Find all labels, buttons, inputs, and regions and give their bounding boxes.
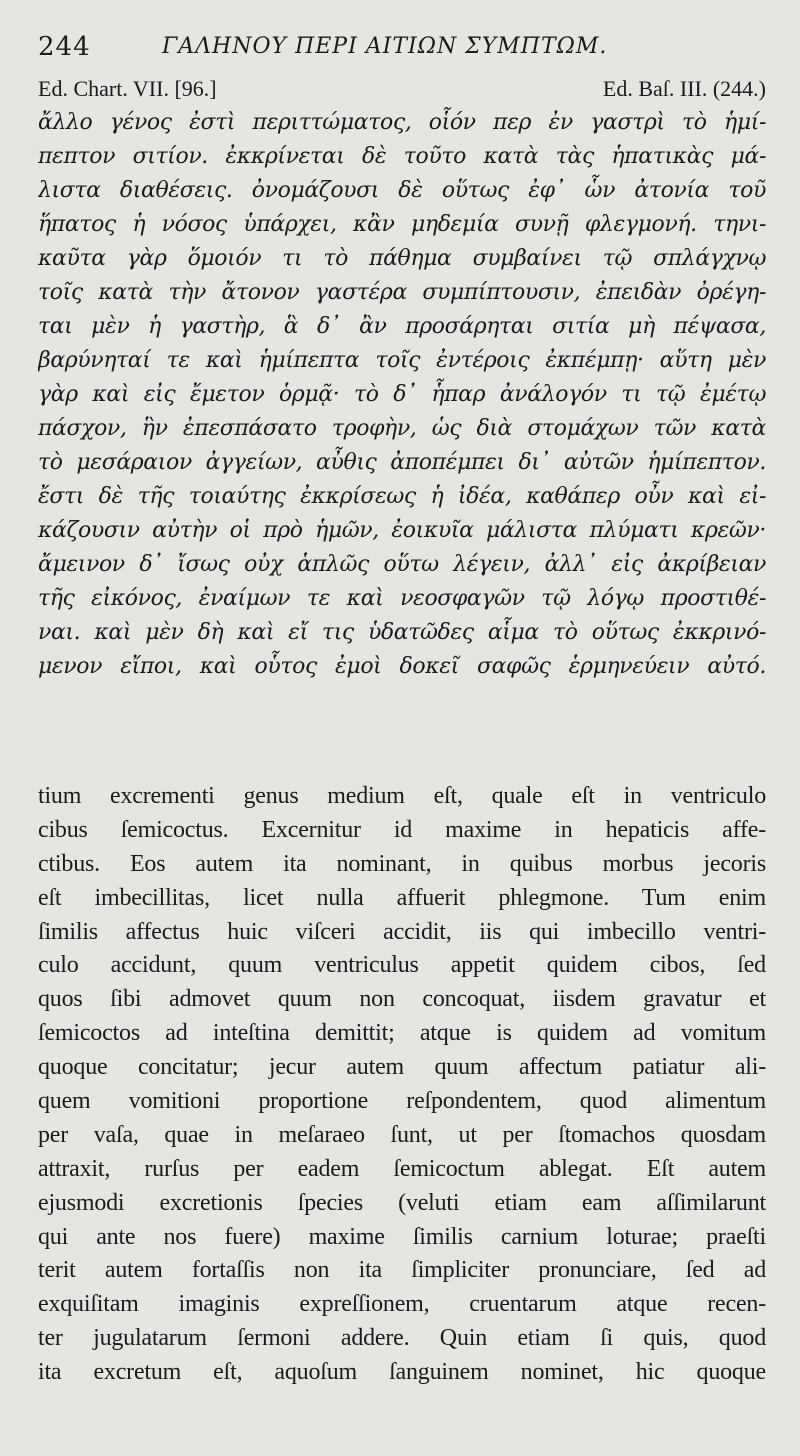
greek-line: τῆς εἰκόνος, ἐναίμων τε καὶ νεοσφαγῶν τῷ λόγῳ προστιθέ-	[38, 586, 766, 611]
greek-line: κάζουσιν αὐτὴν οἱ πρὸ ἡμῶν, ἐοικυῖα μάλιστα πλύματι κρεῶν·	[38, 518, 766, 543]
latin-line: ſemicoctos ad inteſtina demittit; atque is quidem ad vomitum	[38, 1020, 766, 1047]
latin-line: eſt imbecillitas, licet nulla affuerit phlegmone. Tum enim	[38, 884, 766, 911]
latin-line: ter jugulatarum ſermoni addere. Quin etiam ſi quis, quod	[38, 1325, 766, 1352]
greek-line: μενον εἴποι, καὶ οὗτος ἐμοὶ δοκεῖ σαφῶς ἑρμηνεύειν αὐτό.	[38, 654, 766, 679]
greek-line: γὰρ καὶ εἰς ἔμετον ὁρμᾷ· τὸ δ᾽ ἧπαρ ἀνάλογόν τι τῷ ἐμέτῳ	[38, 382, 766, 407]
greek-line: ἥπατος ἡ νόσος ὑπάρχει, κἂν μηδεμία συνῇ φλεγμονή. τηνι-	[38, 212, 766, 237]
latin-text-block	[38, 780, 766, 1390]
latin-line: terit autem fortaſſis non ita ſimpliciter pronunciare, ſed ad	[38, 1257, 766, 1284]
greek-line: πάσχον, ἣν ἐπεσπάσατο τροφὴν, ὡς διὰ στομάχων τῶν κατὰ	[38, 416, 766, 441]
page-number: 244	[38, 32, 91, 62]
greek-line: ναι. καὶ μὲν δὴ καὶ εἴ τις ὑδατῶδες αἷμα τὸ οὕτως ἐκκρινό-	[38, 620, 766, 645]
edition-chart-reference: Ed. Chart. VII. [96.]	[38, 76, 217, 101]
greek-line: ἄλλο γένος ἐστὶ περιττώματος, οἷόν περ ἐν γαστρὶ τὸ ἡμί-	[38, 110, 766, 135]
latin-line: culo accidunt, quum ventriculus appetit quidem cibos, ſed	[38, 952, 766, 979]
latin-line: exquiſitam imaginis expreſſionem, cruentarum atque recen-	[38, 1291, 766, 1318]
greek-line: ται μὲν ἡ γαστὴρ, ἃ δ᾽ ἂν προσάρηται σιτία μὴ πέψασα,	[38, 314, 766, 339]
greek-line: ἄμεινον δ᾽ ἴσως οὐχ ἁπλῶς οὕτω λέγειν, ἀλλ᾽ εἰς ἀκρίβειαν	[38, 552, 766, 577]
running-title: ΓΑΛΗΝΟΥ ΠΕΡΙ ΑΙΤΙΩΝ ΣΥΜΠΤΩΜ.	[162, 34, 608, 59]
edition-references	[38, 76, 766, 106]
greek-text-block	[38, 106, 766, 684]
latin-line: qui ante nos fuere) maxime ſimilis carnium loturae; praeſti	[38, 1223, 766, 1250]
greek-line: τὸ μεσάραιον ἀγγείων, αὖθις ἀποπέμπει δι᾽ αὐτῶν ἡμίπεπτον.	[38, 450, 766, 475]
latin-line: ctibus. Eos autem ita nominant, in quibus morbus jecoris	[38, 850, 766, 877]
greek-line: καῦτα γὰρ ὅμοιόν τι τὸ πάθημα συμβαίνει τῷ σπλάγχνῳ	[38, 246, 766, 271]
latin-line: ſimilis affectus huic viſceri accidit, iis qui imbecillo ventri-	[38, 918, 766, 945]
page-header	[38, 28, 766, 68]
latin-line: quoque concitatur; jecur autem quum affectum patiatur ali-	[38, 1054, 766, 1081]
greek-line: πεπτον σιτίον. ἐκκρίνεται δὲ τοῦτο κατὰ τὰς ἡπατικὰς μά-	[38, 144, 766, 169]
latin-line: cibus ſemicoctus. Excernitur id maxime in hepaticis affe-	[38, 816, 766, 843]
latin-line: per vaſa, quae in meſaraeo ſunt, ut per ſtomachos quosdam	[38, 1121, 766, 1148]
latin-line: ejusmodi excretionis ſpecies (veluti etiam eam aſſimilarunt	[38, 1189, 766, 1216]
latin-line: quos ſibi admovet quum non concoquat, iisdem gravatur et	[38, 986, 766, 1013]
latin-line: ita excretum eſt, aquoſum ſanguinem nominet, hic quoque	[38, 1359, 766, 1386]
latin-line: quem vomitioni proportione reſpondentem, quod alimentum	[38, 1088, 766, 1115]
greek-line: λιστα διαθέσεις. ὀνομάζουσι δὲ οὕτως ἐφ᾽ ὧν ἀτονία τοῦ	[38, 178, 766, 203]
greek-line: βαρύνηταί τε καὶ ἡμίπεπτα τοῖς ἐντέροις ἐκπέμπῃ· αὕτη μὲν	[38, 348, 766, 373]
latin-line: tium excrementi genus medium eſt, quale eſt in ventriculo	[38, 783, 766, 809]
latin-line: attraxit, rurſus per eadem ſemicoctum ablegat. Eſt autem	[38, 1155, 766, 1182]
greek-line: ἔστι δὲ τῆς τοιαύτης ἐκκρίσεως ἡ ἰδέα, καθάπερ οὖν καὶ εἰ-	[38, 484, 766, 509]
greek-line: τοῖς κατὰ τὴν ἄτονον γαστέρα συμπίπτουσιν, ἐπειδὰν ὀρέγη-	[38, 280, 766, 305]
edition-basel-reference: Ed. Baſ. III. (244.)	[602, 76, 766, 101]
